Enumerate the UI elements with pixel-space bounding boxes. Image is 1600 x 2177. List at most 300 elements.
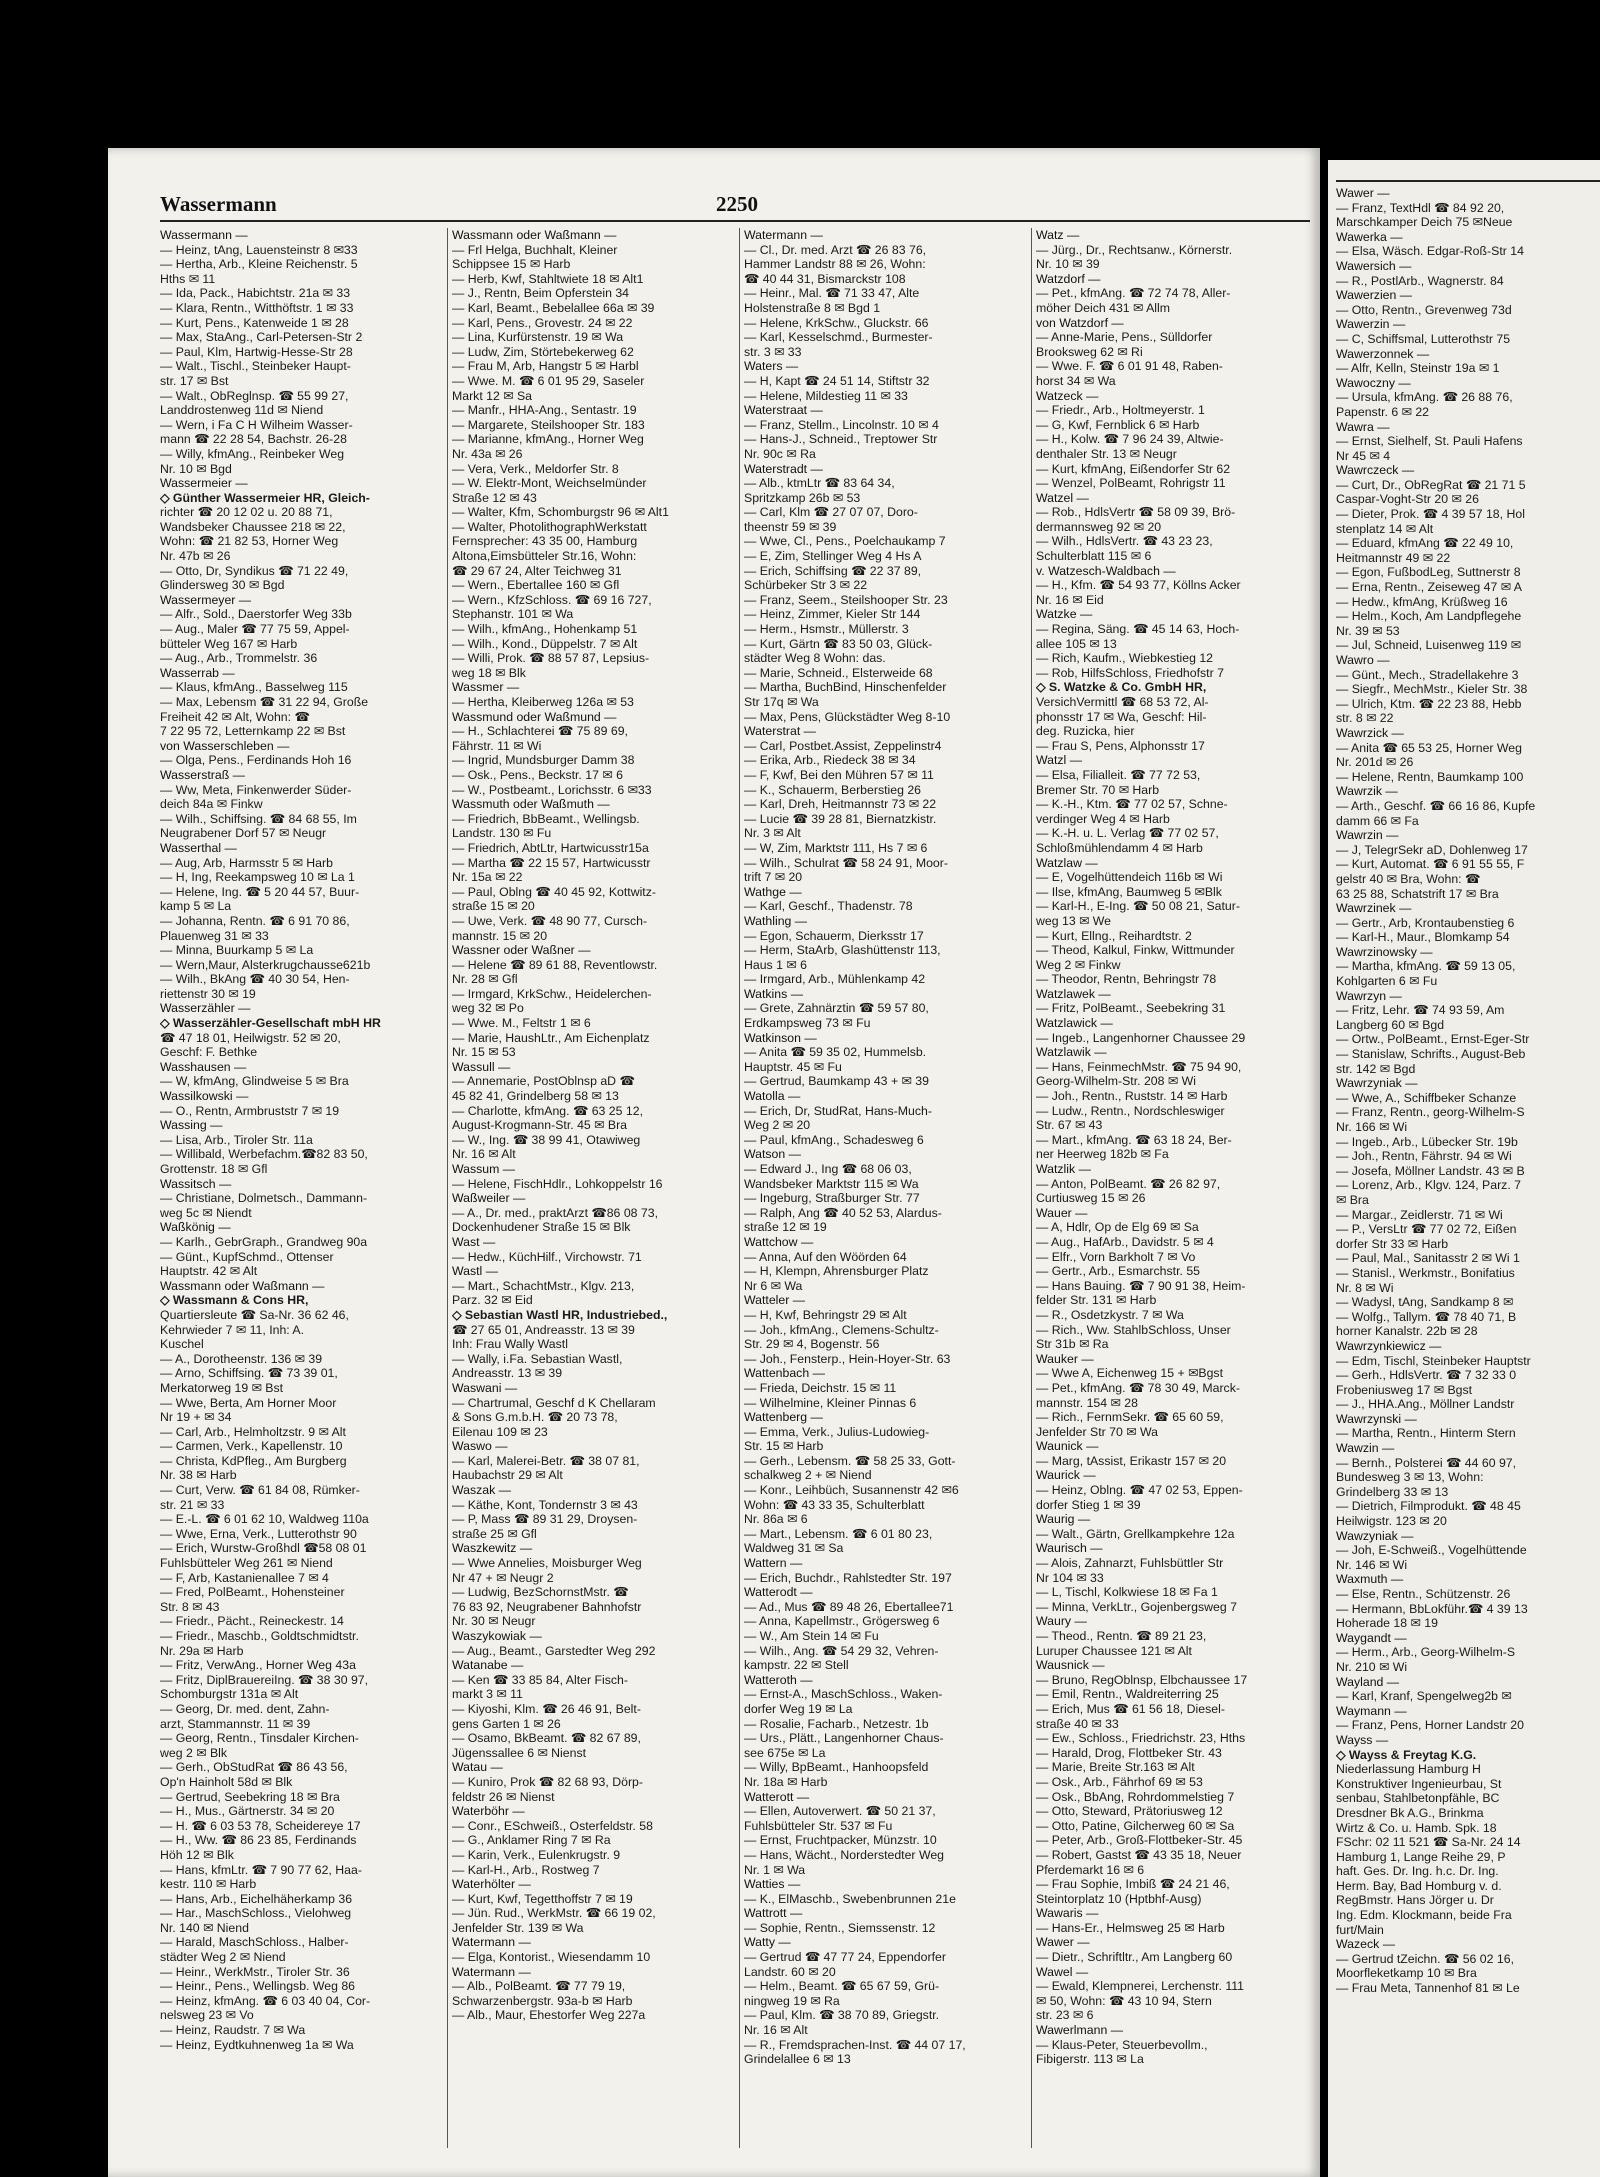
directory-entry: ✉ Bra — [1336, 1192, 1369, 1207]
directory-entry: — Jul, Schneid, Luisenweg 119 ✉ — [1336, 638, 1522, 653]
column-2 — [452, 228, 734, 2168]
directory-entry: Wohn: ☎ 21 82 53, Horner Weg — [160, 534, 339, 549]
directory-entry: — Irmgard, Arb., Mühlenkamp 42 — [744, 972, 926, 987]
directory-entry: — Ursula, kfmAng. ☎ 26 88 76, — [1336, 390, 1513, 405]
directory-entry: — Erich, Dr, StudRat, Hans-Much- — [744, 1103, 932, 1118]
directory-entry: — Gertrud, Baumkamp 43 + ✉ 39 — [744, 1074, 929, 1089]
directory-entry: — Arno, Schiffsing. ☎ 73 39 01, — [160, 1366, 338, 1381]
directory-entry: — Hans, kfmLtr. ☎ 7 90 77 62, Haa- — [160, 1862, 362, 1877]
directory-entry: Stephanstr. 101 ✉ Wa — [452, 607, 574, 622]
directory-entry: Kohlgarten 6 ✉ Fu — [1336, 974, 1438, 989]
directory-entry: — Gerh., ObStudRat ☎ 86 43 56, — [160, 1760, 348, 1775]
directory-entry: — Paul, Klm, Hartwig-Hesse-Str 28 — [160, 344, 353, 359]
directory-entry: — Kuniro, Prok ☎ 82 68 93, Dörp- — [452, 1774, 643, 1789]
directory-entry: — Ulrich, Ktm. ☎ 22 23 88, Hebb — [1336, 696, 1522, 711]
directory-entry: — Hans, Arb., Eichelhäherkamp 36 — [160, 1891, 353, 1906]
directory-entry: feldstr 26 ✉ Nienst — [452, 1789, 555, 1804]
directory-entry: — Osk., BbAng, Rohrdommelstieg 7 — [1036, 1789, 1235, 1804]
directory-entry: ☎ 27 65 01, Andreasstr. 13 ✉ 39 — [452, 1322, 635, 1337]
directory-entry: — Friedrich, BbBeamt., Wellingsb. — [452, 811, 640, 826]
directory-entry: str. 3 ✉ 33 — [744, 344, 802, 359]
directory-entry: Steintorplatz 10 (Hptbhf-Ausg) — [1036, 1891, 1202, 1906]
surname-heading: Watkinson — — [744, 1030, 817, 1045]
directory-entry: — Max, StaAng., Carl-Petersen-Str 2 — [160, 330, 363, 345]
directory-entry: — Heinr., WerkMstr., Tiroler Str. 36 — [160, 1964, 350, 1979]
directory-entry: — Theod., Rentn. ☎ 89 21 23, — [1036, 1629, 1207, 1643]
surname-heading: Watzlawek — — [1036, 986, 1111, 1001]
directory-entry: Nr. 28 ✉ Gfl — [452, 972, 518, 987]
directory-entry: str. 17 ✉ Bst — [160, 373, 229, 388]
directory-entry: Caspar-Voght-Str 20 ✉ 26 — [1336, 492, 1479, 507]
directory-entry: — Osk., Arb., Fährhof 69 ✉ 53 — [1036, 1774, 1203, 1789]
directory-entry: — Ew., Schloss., Friedrichstr. 23, Hths — [1036, 1731, 1246, 1746]
directory-entry: — Otto, Patine, Gilcherweg 60 ✉ Sa — [1036, 1818, 1235, 1833]
directory-entry: Jenfelder Str. 139 ✉ Wa — [452, 1920, 584, 1935]
directory-entry: — Ken ☎ 33 85 84, Alter Fisch- — [452, 1672, 628, 1687]
directory-entry: kamp 5 ✉ La — [160, 899, 232, 914]
directory-entry: Hammer Landstr 88 ✉ 26, Wohn: — [744, 257, 926, 272]
directory-entry: Nr 47 + ✉ Neugr 2 — [452, 1570, 554, 1585]
directory-entry: Op'n Hainholt 58d ✉ Blk — [160, 1774, 293, 1789]
directory-entry: haft. Ges. Dr. Ing. h.c. Dr. Ing. — [1336, 1864, 1499, 1879]
surname-heading: Waymann — — [1336, 1703, 1407, 1718]
surname-heading: von Watzdorf — — [1036, 315, 1124, 330]
surname-heading: Wassum — — [452, 1162, 516, 1176]
directory-entry: — Kurt, Ellng., Reihardtstr. 2 — [1036, 928, 1192, 943]
directory-entry: — Alb., PolBeamt. ☎ 77 79 19, — [452, 1979, 626, 1994]
directory-entry: — Wern,Maur, Alsterkrugchaussе621b — [160, 957, 371, 972]
directory-entry: — Ralph, Ang ☎ 40 52 53, Alardus- — [744, 1205, 942, 1220]
directory-entry: — Friedr., Pächt., Reineckestr. 14 — [160, 1614, 344, 1629]
directory-entry: Straße 12 ✉ 43 — [452, 490, 537, 505]
directory-entry: Nr. 90c ✉ Ra — [744, 446, 816, 461]
directory-entry: — Willi, Prok. ☎ 88 57 87, Lepsius- — [452, 651, 650, 666]
directory-entry: — R., Osdetzkystr. 7 ✉ Wa — [1036, 1307, 1184, 1322]
directory-entry: — Frau Sophie, Imbiß ☎ 24 21 46, — [1036, 1877, 1230, 1892]
surname-heading: Watermann — — [452, 1964, 531, 1979]
directory-entry: Nr. 86a ✉ 6 — [744, 1512, 808, 1527]
directory-entry: — K.-H. u. L. Verlag ☎ 77 02 57, — [1036, 826, 1219, 841]
directory-entry: — Rob., HdlsVertr ☎ 58 09 39, Brö- — [1036, 505, 1236, 520]
directory-entry: Hauptstr. 42 ✉ Alt — [160, 1264, 258, 1279]
directory-entry: — Paul, Klm. ☎ 38 70 89, Griegstr. — [744, 2008, 940, 2023]
directory-entry: mannstr. 15 ✉ 20 — [452, 928, 548, 943]
directory-entry: — Sophie, Rentn., Siemssenstr. 12 — [744, 1920, 936, 1935]
directory-entry: Nr 19 + ✉ 34 — [160, 1410, 232, 1425]
directory-entry: Fuhlsbütteler Weg 261 ✉ Niend — [160, 1556, 333, 1571]
surname-heading: Wayss — — [1336, 1732, 1389, 1747]
directory-entry: — Karl, Kranf, Spengelweg2b ✉ — [1336, 1689, 1512, 1704]
directory-entry: Bremer Str. 70 ✉ Harb — [1036, 782, 1160, 797]
directory-entry: — Alfr, Kelln, Steinstr 19a ✉ 1 — [1336, 361, 1500, 376]
directory-entry: — Karl, Pens., Grovestr. 24 ✉ 22 — [452, 315, 633, 330]
column-1 — [160, 228, 442, 2168]
directory-entry: — Marie, Breite Str.163 ✉ Alt — [1036, 1760, 1195, 1775]
directory-entry: — Ortw., PolBeamt., Ernst-Eger-Str — [1336, 1032, 1530, 1047]
directory-entry: Grindelallee 6 ✉ 13 — [744, 2052, 851, 2067]
directory-entry: Dockenhudener Straße 15 ✉ Blk — [452, 1220, 631, 1235]
surname-heading: Wassing — — [160, 1118, 223, 1133]
directory-entry: — Wwe, A., Schiffbeker Schanze — [1336, 1090, 1517, 1105]
directory-entry: str. 21 ✉ 33 — [160, 1497, 225, 1512]
directory-entry: Nr. 43a ✉ 26 — [452, 446, 523, 461]
directory-entry: — Edm, Tischl, Steinbeker Hauptstr — [1336, 1353, 1531, 1368]
directory-entry: — Rich, Kaufm., Wiebkestieg 12 — [1036, 651, 1214, 666]
surname-heading: Wassmuth oder Waßmuth — — [452, 797, 610, 812]
directory-entry: — Heinr., Mal. ☎ 71 33 47, Alte — [744, 286, 920, 301]
directory-entry: ☎ 29 67 24, Alter Teichweg 31 — [452, 563, 622, 578]
surname-heading: Wawerzien — — [1336, 288, 1413, 303]
directory-entry: — Stanisl., Werkmstr., Bonifatius — [1336, 1265, 1515, 1280]
directory-entry: — Anton, PolBeamt. ☎ 26 82 97, — [1036, 1176, 1221, 1191]
directory-entry: — Mart., kfmAng. ☎ 63 18 24, Ber- — [1036, 1132, 1232, 1147]
directory-entry: — Irmgard, KrkSchw., Heidelerchen- — [452, 986, 652, 1001]
directory-entry: Nr. 15 ✉ 53 — [452, 1045, 516, 1060]
directory-entry: — Carl, Klm ☎ 27 07 07, Doro- — [744, 505, 918, 520]
directory-entry: — Herm., Hsmstr., Müllerstr. 3 — [744, 622, 909, 637]
surname-heading: Watanabe — — [452, 1658, 524, 1673]
directory-entry: — H, Kapt ☎ 24 51 14, Stiftstr 32 — [744, 373, 930, 388]
directory-entry: — Chartrumal, Geschf d K Chellaram — [452, 1395, 656, 1410]
directory-entry: — Frau Meta, Tannenhof 81 ✉ Le — [1336, 1981, 1520, 1996]
directory-entry: Kuschel — [160, 1337, 204, 1352]
directory-entry: — Kurt, Gärtn ☎ 83 50 03, Glück- — [744, 636, 933, 651]
directory-entry: — Wwe A, Eichenweg 15 + ✉Bgst — [1036, 1366, 1223, 1381]
directory-entry: — K.-H., Ktm. ☎ 77 02 57, Schne- — [1036, 797, 1228, 812]
directory-entry: ◇ Wassmann & Cons HR, — [160, 1293, 309, 1308]
surname-heading: Waßweiler — — [452, 1191, 526, 1206]
directory-entry: — Heinz, tAng, Lauensteinstr 8 ✉33 — [160, 242, 358, 257]
surname-heading: Waszkewitz — — [452, 1541, 533, 1556]
directory-entry: — Wwe, Cl., Pens., Poelchaukamp 7 — [744, 534, 946, 549]
directory-entry: Ing. Edm. Klockmann, beide Fra — [1336, 1908, 1512, 1923]
directory-entry: — Rosalie, Facharb., Netzestr. 1b — [744, 1716, 929, 1731]
directory-entry: weg 32 ✉ Po — [452, 1001, 524, 1016]
directory-entry: Hoherade 18 ✉ 19 — [1336, 1616, 1438, 1631]
directory-entry: Quartiersleute ☎ Sa-Nr. 36 62 46, — [160, 1307, 349, 1322]
directory-entry: — Gertrud, Seebekring 18 ✉ Bra — [160, 1789, 340, 1804]
directory-entry: see 675e ✉ La — [744, 1745, 826, 1760]
directory-entry: — Alfr., Sold., Daerstorfer Weg 33b — [160, 607, 352, 622]
directory-entry: Dresdner Bk A.G., Brinkma — [1336, 1805, 1484, 1820]
directory-entry: — Jün. Rud., WerkMstr. ☎ 66 19 02, — [452, 1906, 656, 1921]
surname-heading: Wauker — — [1036, 1351, 1094, 1366]
surname-heading: Watz — — [1036, 228, 1080, 242]
directory-entry: — Lorenz, Arb., Klgv. 124, Parz. 7 — [1336, 1178, 1521, 1193]
surname-heading: Waswani — — [452, 1380, 518, 1395]
directory-entry: stenplatz 14 ✉ Alt — [1336, 521, 1434, 536]
directory-entry: — Harald, MaschSchloss., Halber- — [160, 1935, 349, 1950]
directory-entry: ◇ S. Watzke & Co. GmbH HR, — [1036, 680, 1207, 695]
directory-entry: Nr. 18a ✉ Harb — [744, 1774, 828, 1789]
directory-entry: senbau, Stahlbetonpfähle, BC — [1336, 1791, 1500, 1806]
directory-entry: Parz. 32 ✉ Eid — [452, 1293, 533, 1308]
directory-entry: — Wilh., HdlsVertr. ☎ 43 23 23, — [1036, 534, 1213, 549]
surname-heading: Wattenbach — — [744, 1366, 825, 1381]
directory-entry: Jügenssallee 6 ✉ Nienst — [452, 1745, 587, 1760]
directory-entry: — H. ☎ 6 03 53 78, Scheidereye 17 — [160, 1818, 361, 1833]
surname-heading: Wassilkowski — — [160, 1089, 249, 1104]
directory-entry: — Ida, Pack., Habichtstr. 21a ✉ 33 — [160, 286, 351, 301]
surname-heading: Watties — — [744, 1877, 801, 1892]
directory-entry: — Theodor, Rentn, Behringstr 78 — [1036, 972, 1217, 987]
directory-entry: damm 66 ✉ Fa — [1336, 813, 1419, 828]
directory-entry: — Ad., Mus ☎ 89 48 26, Ebertallee71 — [744, 1599, 954, 1614]
surname-heading: Wassull — — [452, 1059, 511, 1074]
directory-entry: — Karl-H., Arb., Rostweg 7 — [452, 1862, 600, 1877]
directory-entry: — Stanislaw, Schrifts., August-Beb — [1336, 1047, 1526, 1062]
surname-heading: Wathling — — [744, 913, 808, 928]
directory-entry: — Karl, Dreh, Heitmannstr 73 ✉ 22 — [744, 797, 937, 812]
surname-heading: Watterott — — [744, 1789, 810, 1804]
directory-entry: — Ingeburg, Straßburger Str. 77 — [744, 1191, 920, 1206]
directory-entry: dermannsweg 92 ✉ 20 — [1036, 519, 1162, 534]
directory-entry: Nr. 140 ✉ Niend — [160, 1920, 249, 1935]
directory-entry: — Friedrich, AbtLtr, Hartwicusstr15a — [452, 840, 649, 855]
surname-heading: Wastl — — [452, 1264, 498, 1279]
directory-entry: — Ingeb., Langenhorner Chaussee 29 — [1036, 1030, 1246, 1045]
directory-entry: Nr. 146 ✉ Wi — [1336, 1557, 1408, 1572]
directory-entry: möher Deich 431 ✉ Allm — [1036, 300, 1171, 315]
directory-entry: — Christiane, Dolmetsch., Dammann- — [160, 1191, 368, 1206]
directory-entry: — Kiyoshi, Klm. ☎ 26 46 91, Belt- — [452, 1701, 641, 1716]
directory-entry: — Egon, FußbodLeg, Suttnerstr 8 — [1336, 565, 1521, 580]
directory-entry: Altona,Eimsbütteler Str.16, Wohn: — [452, 549, 637, 564]
surname-heading: Wawra — — [1336, 419, 1390, 434]
surname-heading: von Wasserschleben — — [160, 738, 290, 753]
directory-entry: — Minna, VerkLtr., Gojenbergsweg 7 — [1036, 1599, 1237, 1614]
directory-entry: — Otto, Steward, Prätoriusweg 12 — [1036, 1804, 1223, 1819]
directory-entry: — Wwe, Berta, Am Horner Moor — [160, 1395, 337, 1410]
directory-entry: Landdrostenweg 11d ✉ Niend — [160, 403, 324, 418]
directory-entry: — Aug., HafArb., Davidstr. 5 ✉ 4 — [1036, 1234, 1214, 1249]
directory-entry: — Uwe, Verk. ☎ 48 90 77, Cursch- — [452, 913, 648, 928]
directory-entry: — H., Mus., Gärtnerstr. 34 ✉ 20 — [160, 1804, 335, 1819]
directory-entry: theenstr 59 ✉ 39 — [744, 519, 837, 534]
directory-entry: Niederlassung Hamburg H — [1336, 1762, 1481, 1777]
directory-entry: — L, Tischl, Kolkwiese 18 ✉ Fa 1 — [1036, 1585, 1218, 1600]
directory-entry: kampstr. 22 ✉ Stell — [744, 1658, 849, 1673]
running-head: Wassermann — [160, 192, 277, 216]
directory-entry: — Hermann, BbLokführ.☎ 4 39 13 — [1336, 1601, 1528, 1616]
directory-entry: VersichVermittl ☎ 68 53 72, Al- — [1036, 695, 1209, 709]
directory-entry: straße 12 ✉ 19 — [744, 1220, 827, 1235]
directory-entry: — Fritz, DiplBrauereiIng. ☎ 38 30 97, — [160, 1672, 369, 1687]
directory-entry: — Grete, Zahnärztin ☎ 59 57 80, — [744, 1001, 929, 1016]
directory-entry: Nr. 16 ✉ Alt — [452, 1147, 516, 1162]
surname-heading: Wassermeyer — — [160, 592, 252, 607]
directory-entry: — Hedw., KüchHilf., Virchowstr. 71 — [452, 1249, 642, 1264]
directory-entry: mann ☎ 22 28 54, Bachstr. 26-28 — [160, 432, 347, 447]
directory-entry: — Klaus-Peter, Steuerbevollm., — [1036, 2037, 1208, 2052]
directory-entry: — Heinz, Eydtkuhnenweg 1a ✉ Wa — [160, 2037, 354, 2052]
directory-entry: — Wally, i.Fa. Sebastian Wastl, — [452, 1351, 623, 1366]
directory-entry: — Ernst-A., MaschSchloss., Waken- — [744, 1687, 943, 1702]
directory-entry: Nr. 10 ✉ Bgd — [160, 461, 232, 476]
surname-heading: Waterhölter — — [452, 1877, 531, 1892]
directory-entry: — Manfr., HHA-Ang., Sentastr. 19 — [452, 403, 637, 418]
directory-entry: str. 8 ✉ 22 — [1336, 711, 1394, 726]
directory-entry: — Carmen, Verk., Kapellenstr. 10 — [160, 1439, 343, 1454]
surname-heading: Watzlik — — [1036, 1162, 1091, 1176]
directory-entry: Str. 67 ✉ 43 — [1036, 1118, 1103, 1133]
header-rule — [160, 220, 1310, 222]
directory-entry: — H, Klempn, Ahrensburger Platz — [744, 1264, 929, 1279]
directory-entry: — Anne-Marie, Pens., Sülldorfer — [1036, 330, 1213, 345]
directory-entry: — Wilh., kfmAng., Hohenkamp 51 — [452, 622, 638, 637]
directory-entry: Str 31b ✉ Ra — [1036, 1337, 1109, 1352]
directory-entry: Nr. 210 ✉ Wi — [1336, 1659, 1408, 1674]
surname-heading: Wassmer — — [452, 680, 520, 695]
surname-heading: v. Watzesch-Waldbach — — [1036, 563, 1176, 578]
directory-entry: — Willy, BpBeamt., Hanhoopsfeld — [744, 1760, 929, 1775]
surname-heading: Waswo — — [452, 1439, 508, 1454]
directory-entry: — Vera, Verk., Meldorfer Str. 8 — [452, 461, 619, 476]
directory-entry: — P., VersLtr ☎ 77 02 72, Eißen — [1336, 1222, 1517, 1237]
directory-entry: Hamburg 1, Lange Reihe 29, P — [1336, 1849, 1506, 1864]
directory-entry: Schippsee 15 ✉ Harb — [452, 257, 571, 272]
directory-entry: — Ingeb., Arb., Lübecker Str. 19b — [1336, 1134, 1518, 1149]
directory-entry: Fährstr. 11 ✉ Wi — [452, 738, 542, 753]
directory-entry: — Franz, TextHdl ☎ 84 92 20, — [1336, 200, 1505, 215]
directory-entry: ◇ Günther Wassermeier HR, Gleich- — [160, 490, 370, 505]
directory-entry: verdinger Weg 4 ✉ Harb — [1036, 811, 1170, 826]
directory-entry: — Mart., SchachtMstr., Klgv. 213, — [452, 1278, 635, 1293]
directory-entry: Konstruktiver Ingenieurbau, St — [1336, 1776, 1502, 1791]
directory-entry: — W. Elektr-Mont, Weichselmünder — [452, 476, 647, 491]
directory-entry: — Aug, Arb, Harmsstr 5 ✉ Harb — [160, 855, 333, 870]
directory-entry: — Ewald, Klempnerei, Lerchenstr. 111 — [1036, 1979, 1245, 1994]
facing-page — [1328, 160, 1600, 2177]
directory-entry: — Egon, Schauerm, Dierksstr 17 — [744, 928, 924, 943]
surname-heading: Wawersich — — [1336, 258, 1412, 273]
directory-entry: — Heinz, Zimmer, Kieler Str 144 — [744, 607, 921, 622]
directory-entry: — Gertr., Arb, Krontaubenstieg 6 — [1336, 915, 1515, 930]
directory-entry: Neugrabener Dorf 57 ✉ Neugr — [160, 826, 327, 841]
directory-entry: — Georg, Dr. med. dent, Zahn- — [160, 1701, 330, 1716]
directory-entry: — Joh., Fensterp., Hein-Hoyer-Str. 63 — [744, 1351, 951, 1366]
directory-entry: — Gertrud ☎ 47 77 24, Eppendorfer — [744, 1950, 946, 1965]
surname-heading: Waszak — — [452, 1483, 511, 1498]
directory-entry: — Lina, Kurfürstenstr. 19 ✉ Wa — [452, 330, 624, 345]
directory-entry: Eilenau 109 ✉ 23 — [452, 1424, 548, 1439]
surname-heading: Watteroth — — [744, 1672, 813, 1687]
directory-entry: — Wenzel, PolBeamt, Rohrigstr 11 — [1036, 476, 1226, 491]
surname-heading: Waurick — — [1036, 1468, 1096, 1483]
surname-heading: Wawzin — — [1336, 1441, 1395, 1456]
surname-heading: Wauer — — [1036, 1205, 1088, 1220]
directory-entry: — Fred, PolBeamt., Hohensteiner — [160, 1585, 345, 1600]
directory-entry: — Dieter, Prok. ☎ 4 39 57 18, Hol — [1336, 507, 1525, 522]
directory-entry: — Bruno, RegOblnsp, Elbchaussee 17 — [1036, 1672, 1248, 1687]
directory-entry: ☎ 40 44 31, Bismarckstr 108 — [744, 271, 906, 286]
directory-entry: — Hans, Wächt., Norderstedter Weg — [744, 1847, 945, 1862]
surname-heading: Watzel — — [1036, 490, 1089, 505]
surname-heading: Wattenberg — — [744, 1410, 823, 1425]
directory-entry: Grindelberg 33 ✉ 13 — [1336, 1484, 1449, 1499]
directory-entry: — Carl, Arb., Helmholtzstr. 9 ✉ Alt — [160, 1424, 346, 1439]
directory-entry: — Walt., ObReglnsp. ☎ 55 99 27, — [160, 388, 349, 403]
directory-entry: Str. 29 ✉ 4, Bogenstr. 56 — [744, 1337, 880, 1352]
surname-heading: Waygandt — — [1336, 1630, 1407, 1645]
directory-entry: — H., Schlachterei ☎ 75 89 69, — [452, 724, 628, 739]
directory-entry: — O., Rentn, Armbruststr 7 ✉ 19 — [160, 1103, 340, 1118]
directory-entry: straße 25 ✉ Gfl — [452, 1526, 537, 1541]
directory-entry: — Dietrich, Filmprodukt. ☎ 48 45 — [1336, 1499, 1521, 1514]
directory-entry: — Helene, Rentn, Baumkamp 100 — [1336, 769, 1524, 784]
directory-entry: Schulterblatt 115 ✉ 6 — [1036, 549, 1152, 564]
directory-entry: weg 5c ✉ Niendt — [160, 1205, 252, 1220]
directory-entry: — Arth., Geschf. ☎ 66 16 86, Kupfe — [1336, 798, 1536, 813]
directory-entry: horner Kanalstr. 22b ✉ 28 — [1336, 1324, 1478, 1339]
directory-entry: — Siegfr., MechMstr., Kieler Str. 38 — [1336, 682, 1528, 697]
directory-entry: — Wilh., BkAng ☎ 40 30 54, Hen- — [160, 972, 350, 987]
directory-entry: — Elfr., Vorn Barkholt 7 ✉ Vo — [1036, 1249, 1196, 1264]
facing-page-rule — [1336, 180, 1600, 182]
directory-entry: str. 23 ✉ 6 — [1036, 2008, 1094, 2023]
directory-entry: straße 15 ✉ 20 — [452, 899, 535, 914]
directory-entry: Wirtz & Co. u. Hamb. Spk. 18 — [1336, 1820, 1497, 1835]
directory-entry: — Wadysl, tAng, Sandkamp 8 ✉ — [1336, 1295, 1514, 1310]
surname-heading: Watzeck — — [1036, 388, 1099, 403]
directory-entry: — Erich, Wurstw-Großhdl ☎58 08 01 — [160, 1541, 367, 1556]
directory-entry: — Wilhelmine, Kleiner Pinnas 6 — [744, 1395, 917, 1410]
directory-entry: markt 3 ✉ 11 — [452, 1687, 523, 1702]
directory-entry: — Edward J., Ing ☎ 68 06 03, — [744, 1162, 912, 1176]
surname-heading: Waterstrat — — [744, 724, 816, 739]
directory-entry: nelsweg 23 ✉ Vo — [160, 2008, 254, 2023]
directory-entry: — Otto, Dr, Syndikus ☎ 71 22 49, — [160, 563, 349, 578]
directory-entry: deich 84a ✉ Finkw — [160, 797, 263, 812]
directory-entry: — Erich, Schiffsing ☎ 22 37 89, — [744, 563, 922, 578]
directory-entry: Nr. 16 ✉ Eid — [1036, 592, 1104, 607]
directory-entry: 63 25 88, Schatstrift 17 ✉ Bra — [1336, 886, 1499, 901]
directory-entry: Schloßmühlendamm 4 ✉ Harb — [1036, 840, 1203, 855]
directory-entry: — Käthe, Kont, Tondernstr 3 ✉ 43 — [452, 1497, 638, 1512]
directory-entry: August-Krogmann-Str. 45 ✉ Bra — [452, 1118, 628, 1133]
surname-heading: Waurisch — — [1036, 1541, 1103, 1556]
surname-heading: Watzlawik — — [1036, 1045, 1107, 1060]
directory-entry: — Wwe. F. ☎ 6 01 91 48, Raben- — [1036, 359, 1223, 374]
directory-page — [108, 148, 1320, 2177]
directory-entry: Schwarzenbergstr. 93a-b ✉ Harb — [452, 1993, 633, 2008]
directory-entry: Nr 6 ✉ Wa — [744, 1278, 803, 1293]
directory-entry: — Frau S, Pens, Alphonsstr 17 — [1036, 738, 1205, 753]
directory-entry: — Martha, kfmAng. ☎ 59 13 05, — [1336, 959, 1516, 974]
surname-heading: Wawerzonnek — — [1336, 346, 1430, 361]
directory-entry: Fuhlsbütteler Str. 537 ✉ Fu — [744, 1818, 893, 1833]
directory-entry: — Gerh., HdlsVertr. ☎ 7 32 33 0 — [1336, 1368, 1517, 1383]
directory-entry: — Elsa, Wäsch. Edgar-Roß-Str 14 — [1336, 244, 1524, 259]
directory-entry: — Curt, Dr., ObRegRat ☎ 21 71 5 — [1336, 477, 1526, 492]
directory-entry: — Karin, Verk., Eulenkrugstr. 9 — [452, 1847, 621, 1862]
directory-entry: weg 2 ✉ Blk — [160, 1745, 228, 1760]
directory-entry: — Margar., Zeidlerstr. 71 ✉ Wi — [1336, 1207, 1503, 1222]
directory-entry: — Fritz, PolBeamt., Seebekring 31 — [1036, 1001, 1226, 1016]
directory-entry: — Anita ☎ 65 53 25, Horner Weg — [1336, 740, 1522, 755]
directory-entry: Schürbeker Str 3 ✉ 22 — [744, 578, 868, 593]
directory-entry: Brooksweg 62 ✉ Ri — [1036, 344, 1143, 359]
directory-entry: — Walt., Gärtn, Grellkampkehre 12a — [1036, 1526, 1235, 1541]
directory-entry: — Max, Pens, Glückstädter Weg 8-10 — [744, 709, 951, 724]
directory-entry: — Ludwig, BezSchornstMstr. ☎ — [452, 1585, 629, 1600]
directory-entry: bütteler Weg 167 ✉ Harb — [160, 636, 298, 651]
surname-heading: Wasserstraß — — [160, 767, 245, 782]
directory-entry: — Hans-Er., Helmsweg 25 ✉ Harb — [1036, 1920, 1225, 1935]
directory-entry: — Ingrid, Mundsburger Damm 38 — [452, 753, 635, 768]
surname-heading: Wasserrab — — [160, 665, 235, 680]
directory-entry: — Wern, i Fa C H Wilheim Wasser- — [160, 417, 353, 432]
